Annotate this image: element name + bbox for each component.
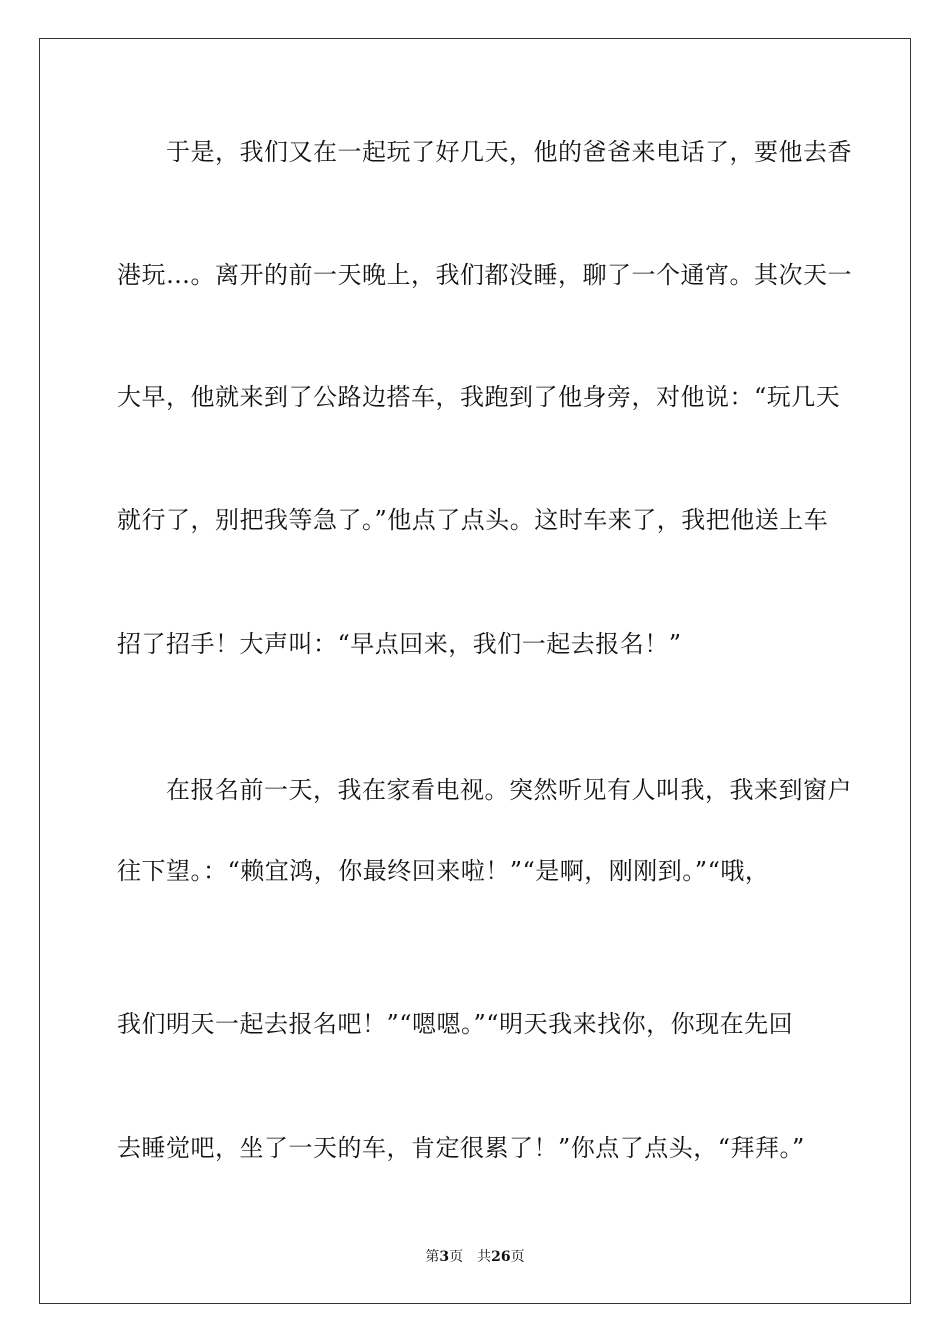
text-line-2: 港玩…。离开的前一天晚上，我们都没睡，聊了一个通宵。其次天一 [117, 261, 852, 289]
text-line-4: 就行了，别把我等急了。”他点了点头。这时车来了，我把他送上车 [117, 506, 829, 534]
total-prefix: 共 [477, 1249, 492, 1265]
text-line-1: 于是，我们又在一起玩了好几天，他的爸爸来电话了，要他去香 [117, 138, 852, 166]
text-line-8: 我们明天一起去报名吧！”“嗯嗯。”“明天我来找你，你现在先回 [117, 1010, 794, 1038]
text-line-5: 招了招手！大声叫：“早点回来，我们一起去报名！” [117, 630, 682, 658]
page-border [39, 38, 911, 1304]
text-line-6: 在报名前一天，我在家看电视。突然听见有人叫我，我来到窗户 [117, 776, 852, 804]
text-line-7: 往下望。：“赖宜鸿，你最终回来啦！”“是啊，刚刚到。”“哦， [117, 857, 770, 885]
total-suffix: 页 [510, 1249, 525, 1265]
text-line-3: 大早，他就来到了公路边搭车，我跑到了他身旁，对他说：“玩几天 [117, 383, 841, 411]
page-suffix: 页 [449, 1249, 464, 1265]
page-footer [0, 1248, 950, 1266]
total-pages: 26 [491, 1249, 511, 1265]
text-line-9: 去睡觉吧，坐了一天的车，肯定很累了！”你点了点头，“拜拜。” [117, 1134, 805, 1162]
page-number: 3 [439, 1249, 450, 1265]
page-prefix: 第 [425, 1249, 440, 1265]
